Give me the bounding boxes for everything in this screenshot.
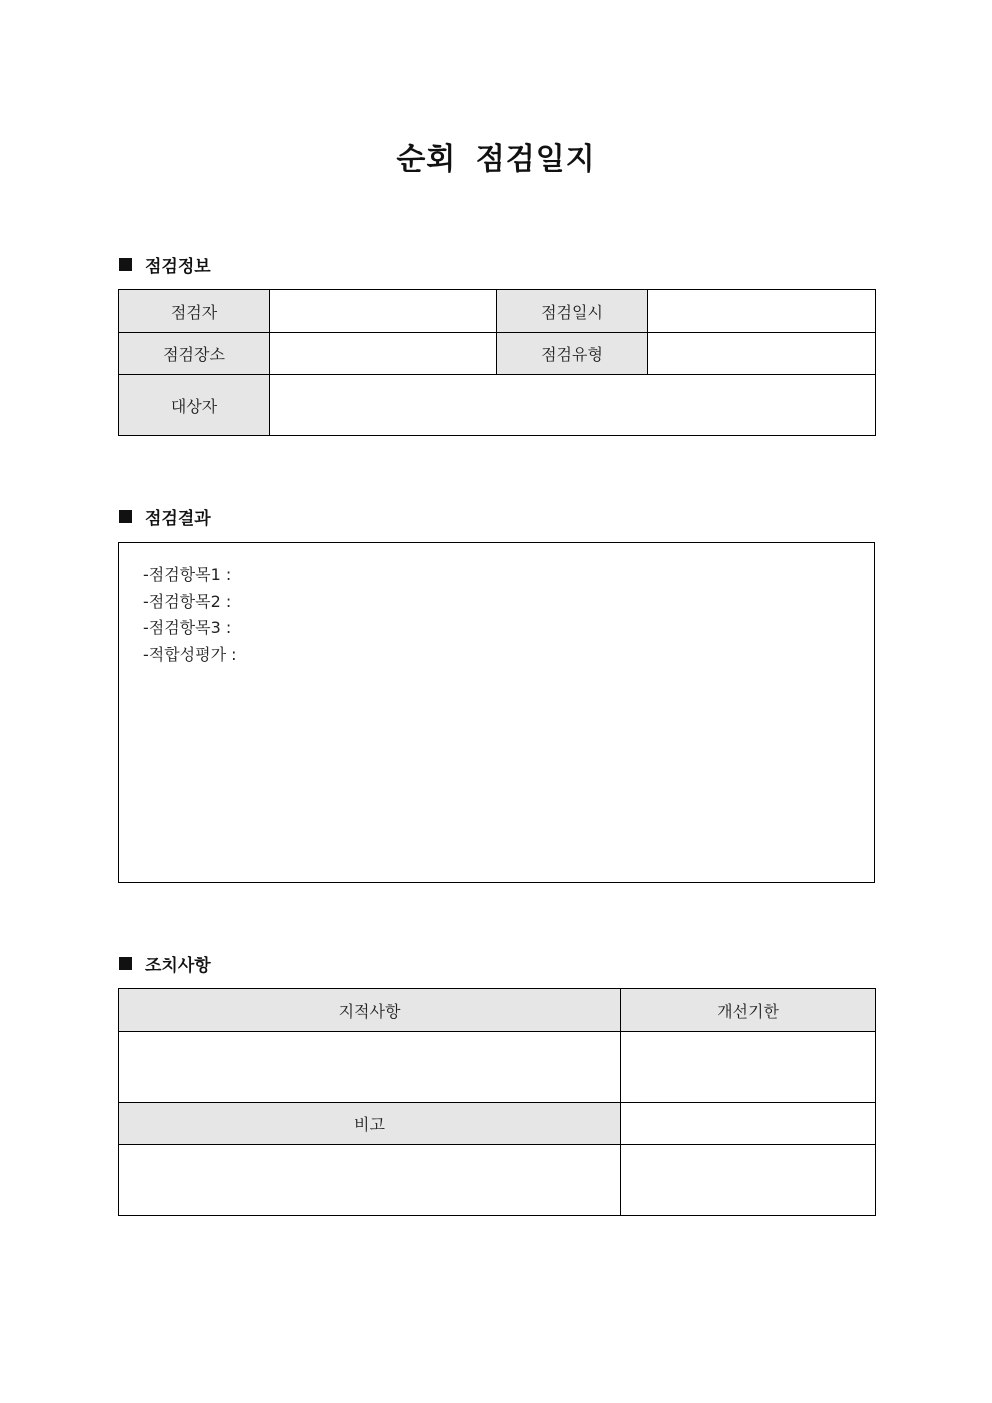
inspection-info-table <box>118 289 876 436</box>
type-label: 점검유형 <box>497 333 648 375</box>
section-heading-label: 조치사항 <box>145 955 211 976</box>
section-heading-actions <box>119 951 211 975</box>
section-heading-inspection-info <box>119 252 211 276</box>
inspection-result-box[interactable] <box>118 542 875 883</box>
table-row <box>119 290 876 333</box>
subject-field[interactable] <box>270 375 876 436</box>
remarks-label: 비고 <box>119 1103 621 1145</box>
inspection-item-3: -점검항목3 : <box>143 618 232 637</box>
table-row <box>119 989 876 1032</box>
datetime-label: 점검일시 <box>497 290 648 333</box>
remarks-side-field[interactable] <box>621 1103 876 1145</box>
table-row <box>119 1032 876 1103</box>
inspection-item-1: -점검항목1 : <box>143 565 232 584</box>
section-heading-label: 점검정보 <box>145 256 211 277</box>
table-row <box>119 375 876 436</box>
inspection-result-list <box>143 562 237 668</box>
table-row <box>119 1103 876 1145</box>
findings-label: 지적사항 <box>119 989 621 1032</box>
location-label: 점검장소 <box>119 333 270 375</box>
location-field[interactable] <box>270 333 497 375</box>
bullet-square-icon <box>119 258 132 271</box>
datetime-field[interactable] <box>648 290 876 333</box>
section-heading-inspection-result <box>119 504 211 528</box>
deadline-field[interactable] <box>621 1032 876 1103</box>
suitability-evaluation-item: -적합성평가 : <box>143 644 237 664</box>
remarks-field[interactable] <box>119 1145 621 1216</box>
inspector-field[interactable] <box>270 290 497 333</box>
table-row <box>119 1145 876 1216</box>
section-heading-label: 점검결과 <box>145 508 211 529</box>
type-field[interactable] <box>648 333 876 375</box>
subject-label: 대상자 <box>119 375 270 436</box>
bullet-square-icon <box>119 510 132 523</box>
actions-table <box>118 988 876 1216</box>
deadline-label: 개선기한 <box>621 989 876 1032</box>
inspector-label: 점검자 <box>119 290 270 333</box>
page-title: 순회 점검일지 <box>396 142 596 177</box>
findings-field[interactable] <box>119 1032 621 1103</box>
remarks-extra-field[interactable] <box>621 1145 876 1216</box>
table-row <box>119 333 876 375</box>
inspection-item-2: -점검항목2 : <box>143 591 232 611</box>
bullet-square-icon <box>119 957 132 970</box>
